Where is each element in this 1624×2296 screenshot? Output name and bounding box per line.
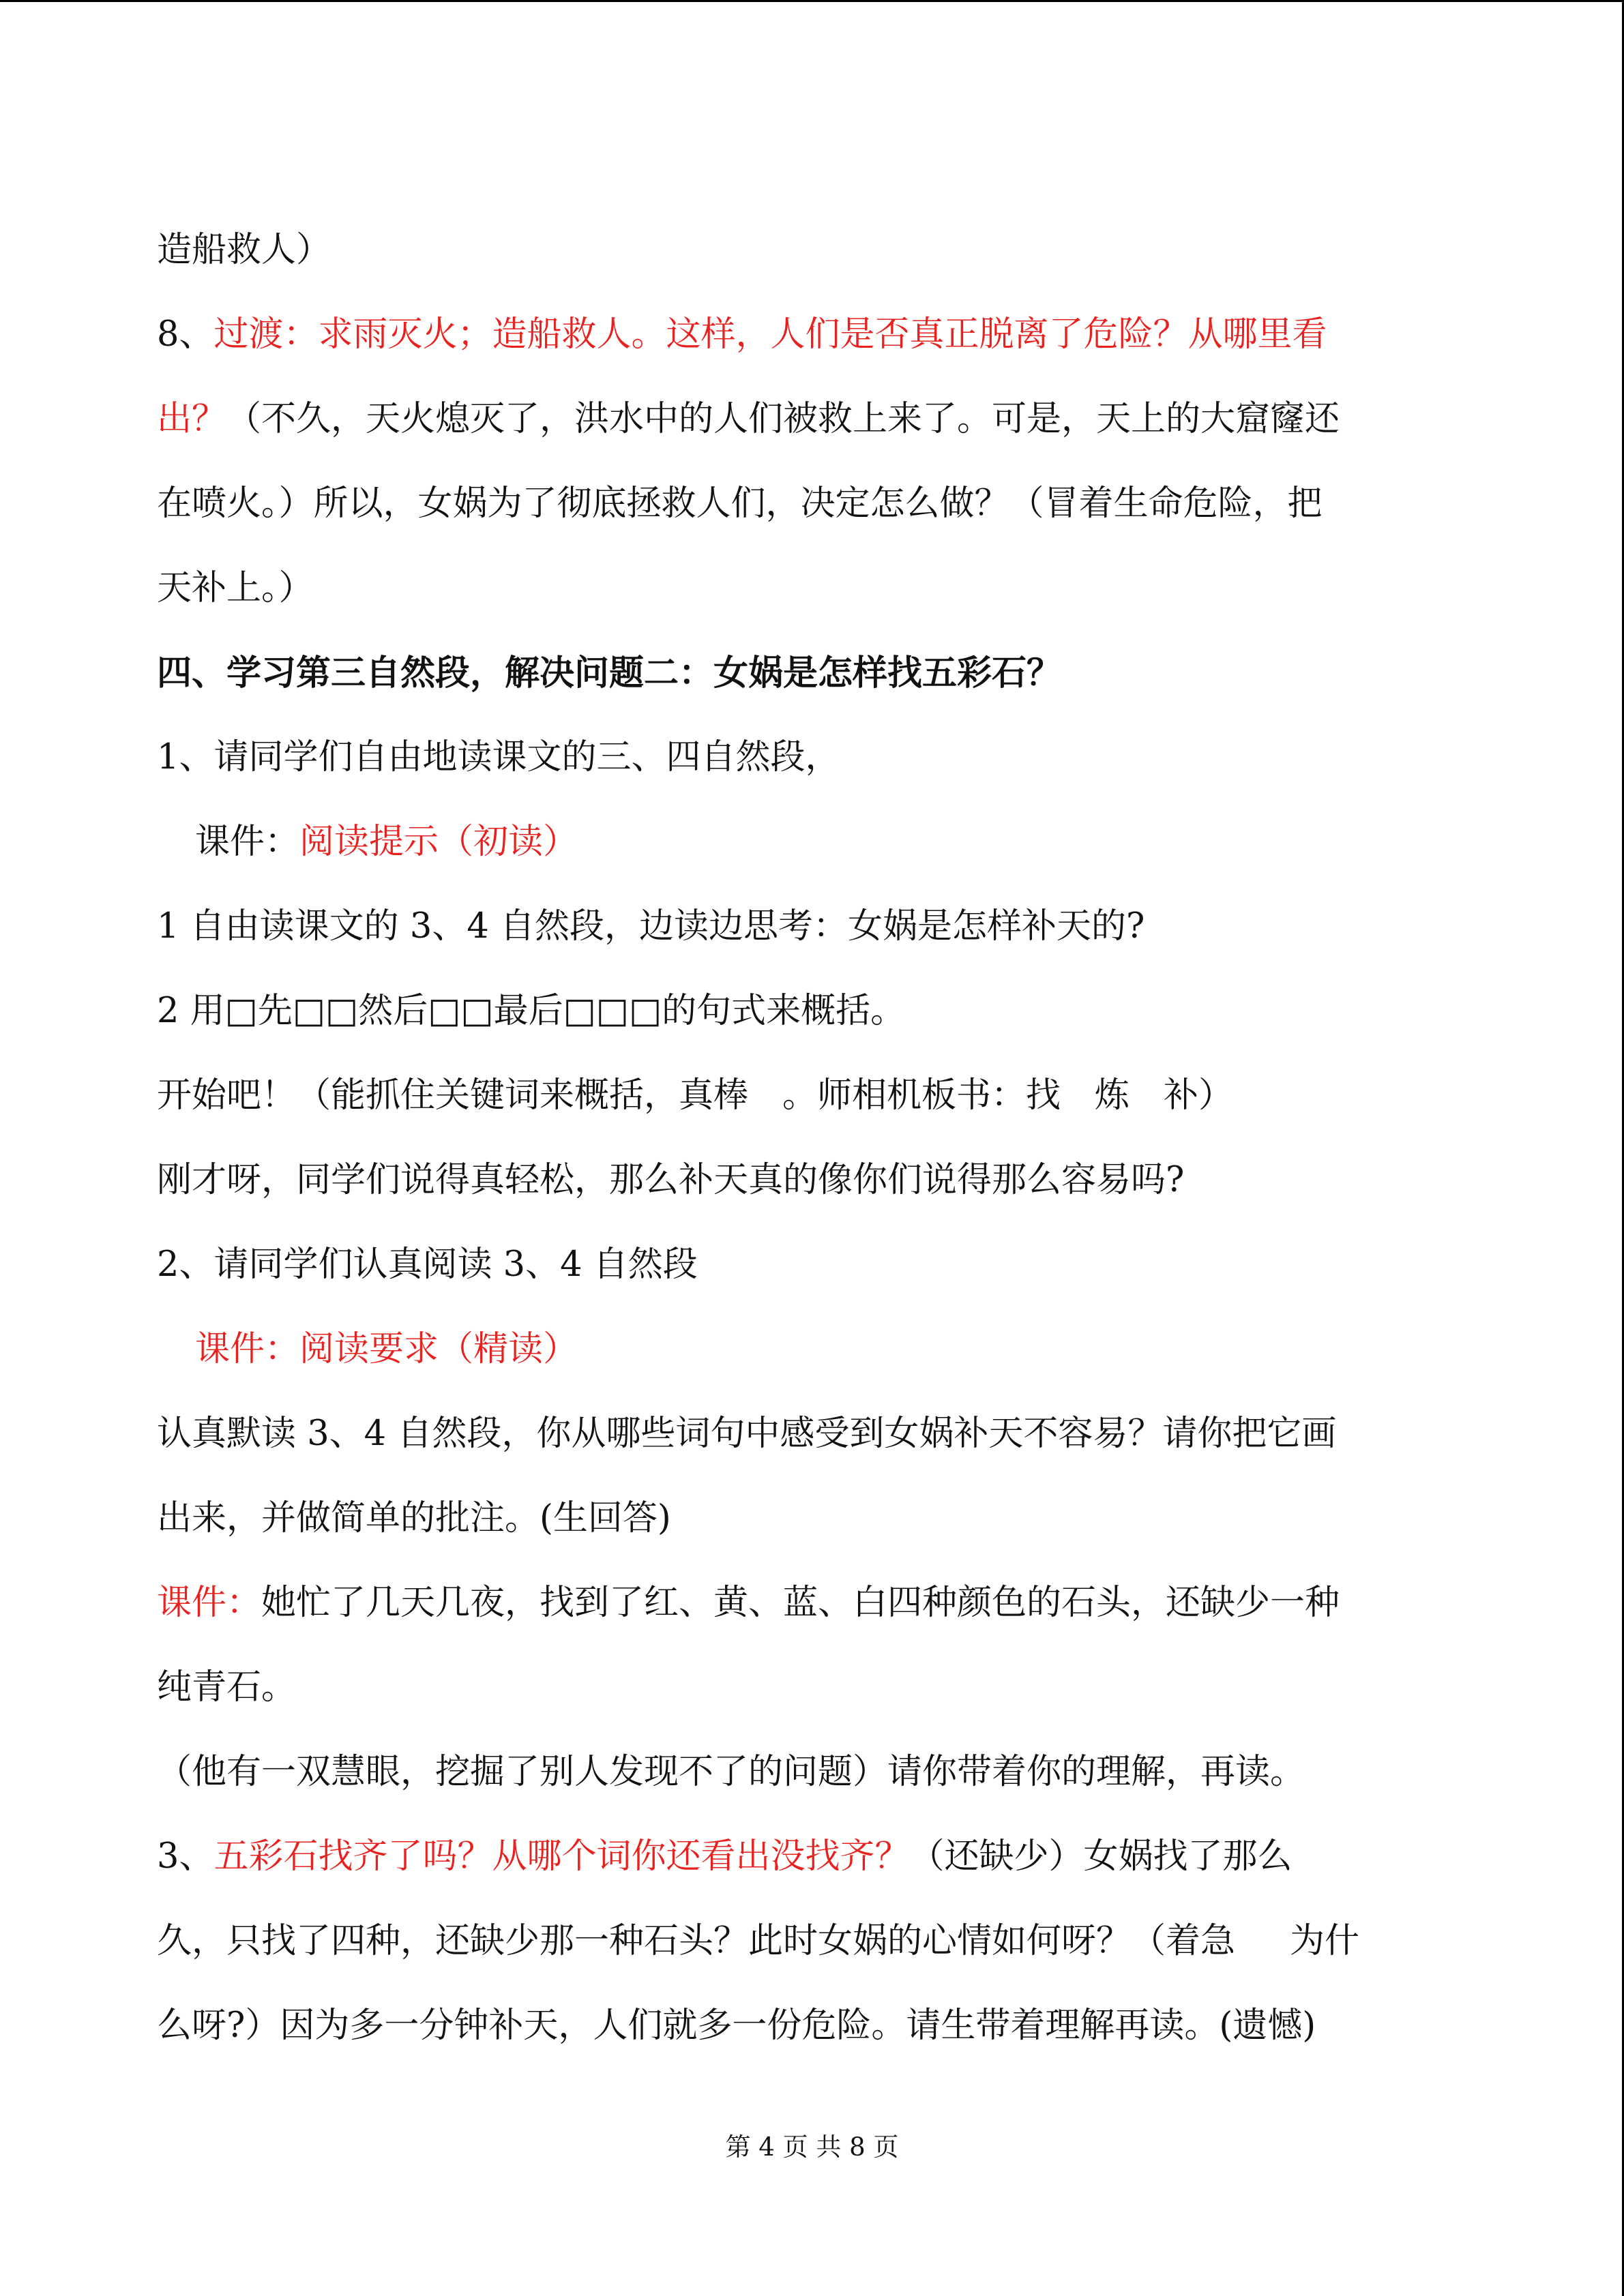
courseware-label-line xyxy=(157,1307,1494,1392)
page-border-top xyxy=(0,0,1624,2)
paragraph-line xyxy=(157,1476,1494,1561)
highlight-text: 出？ xyxy=(157,399,227,439)
paragraph-line xyxy=(157,1054,1494,1138)
text-run: 炼 xyxy=(1095,1075,1130,1116)
text-run: 出来，并做简单的批注。(生回答) xyxy=(157,1498,671,1538)
heading-text: 四、学习第三自然段，解决问题二：女娲是怎样找五彩石？ xyxy=(157,653,1062,694)
paragraph-line xyxy=(157,1815,1494,1899)
text-run: 么呀?）因为多一分钟补天，人们就多一份危险。请生带着理解再读。(遗憾) xyxy=(157,2006,1316,2046)
paragraph-line xyxy=(157,1223,1494,1307)
text-run: 她忙了几天几夜，找到了红、黄、蓝、白四种颜色的石头，还缺少一种 xyxy=(261,1583,1340,1623)
text-run: （不久，天火熄灭了，洪水中的人们被救上来了。可是，天上的大窟窿还 xyxy=(226,399,1340,439)
highlight-text: 课件：阅读要求（精读） xyxy=(195,1329,578,1369)
paragraph-line xyxy=(157,884,1494,969)
paragraph-line xyxy=(157,1138,1494,1223)
text-run: 开始吧！（能抓住关键词来概括，真棒 xyxy=(157,1075,749,1116)
text-run: 造船救人） xyxy=(157,230,331,270)
text-run: 天补上。） xyxy=(157,568,314,608)
text-run: 课件： xyxy=(195,822,300,862)
text-run: 在喷火。）所以，女娲为了彻底拯救人们，决定怎么做？（冒着生命危险，把 xyxy=(157,483,1323,524)
paragraph-line xyxy=(157,1392,1494,1476)
text-run: 1、请同学们自由地读课文的三、四自然段， xyxy=(157,737,840,777)
text-run: （还缺少）女娲找了那么 xyxy=(909,1836,1293,1877)
text-run: 1 自由读课文的 3、4 自然段，边读边思考：女娲是怎样补天的? xyxy=(157,906,1145,946)
paragraph-line xyxy=(157,1730,1494,1815)
highlight-text: 五彩石找齐了吗？从哪个词你还看出没找齐？ xyxy=(213,1836,910,1877)
text-run: （他有一双慧眼，挖掘了别人发现不了的问题）请你带着你的理解，再读。 xyxy=(157,1752,1305,1792)
text-run: 2、请同学们认真阅读 3、4 自然段 xyxy=(157,1244,698,1285)
paragraph-line xyxy=(157,969,1494,1054)
page-number: 第 4 页 共 8 页 xyxy=(725,2132,899,2162)
paragraph-line xyxy=(157,1645,1494,1730)
text-run: 刚才呀，同学们说得真轻松，那么补天真的像你们说得那么容易吗? xyxy=(157,1160,1185,1200)
highlight-text: 过渡：求雨灭火；造船救人。这样，人们是否真正脱离了危险？从哪里看 xyxy=(213,314,1327,355)
section-heading xyxy=(157,631,1494,715)
page-footer xyxy=(0,2126,1624,2163)
paragraph-line xyxy=(157,1561,1494,1645)
text-run: 8、 xyxy=(157,314,214,355)
paragraph-line xyxy=(157,1984,1494,2068)
paragraph-line xyxy=(157,1899,1494,1984)
text-run: 。师相机板书：找 xyxy=(782,1075,1061,1116)
text-run: 补） xyxy=(1164,1075,1234,1116)
courseware-label-line xyxy=(157,800,1494,884)
text-run: 2 用□先□□然后□□最后□□□的句式来概括。 xyxy=(157,991,906,1031)
document-page xyxy=(157,208,1494,2068)
text-run: 3、 xyxy=(157,1836,214,1877)
text-run: 纯青石。 xyxy=(157,1667,297,1708)
highlight-text: 阅读提示（初读） xyxy=(299,822,578,862)
highlight-text: 课件： xyxy=(157,1583,262,1623)
paragraph-line xyxy=(157,546,1494,631)
paragraph-line xyxy=(157,377,1494,462)
text-run: 久，只找了四种，还缺少那一种石头？此时女娲的心情如何呀？（着急 xyxy=(157,1921,1236,1961)
text-run: 为什 xyxy=(1290,1921,1360,1961)
paragraph-line xyxy=(157,715,1494,800)
paragraph-line xyxy=(157,208,1494,293)
paragraph-line xyxy=(157,293,1494,377)
paragraph-line xyxy=(157,462,1494,546)
text-run: 认真默读 3、4 自然段，你从哪些词句中感受到女娲补天不容易？请你把它画 xyxy=(157,1414,1337,1454)
